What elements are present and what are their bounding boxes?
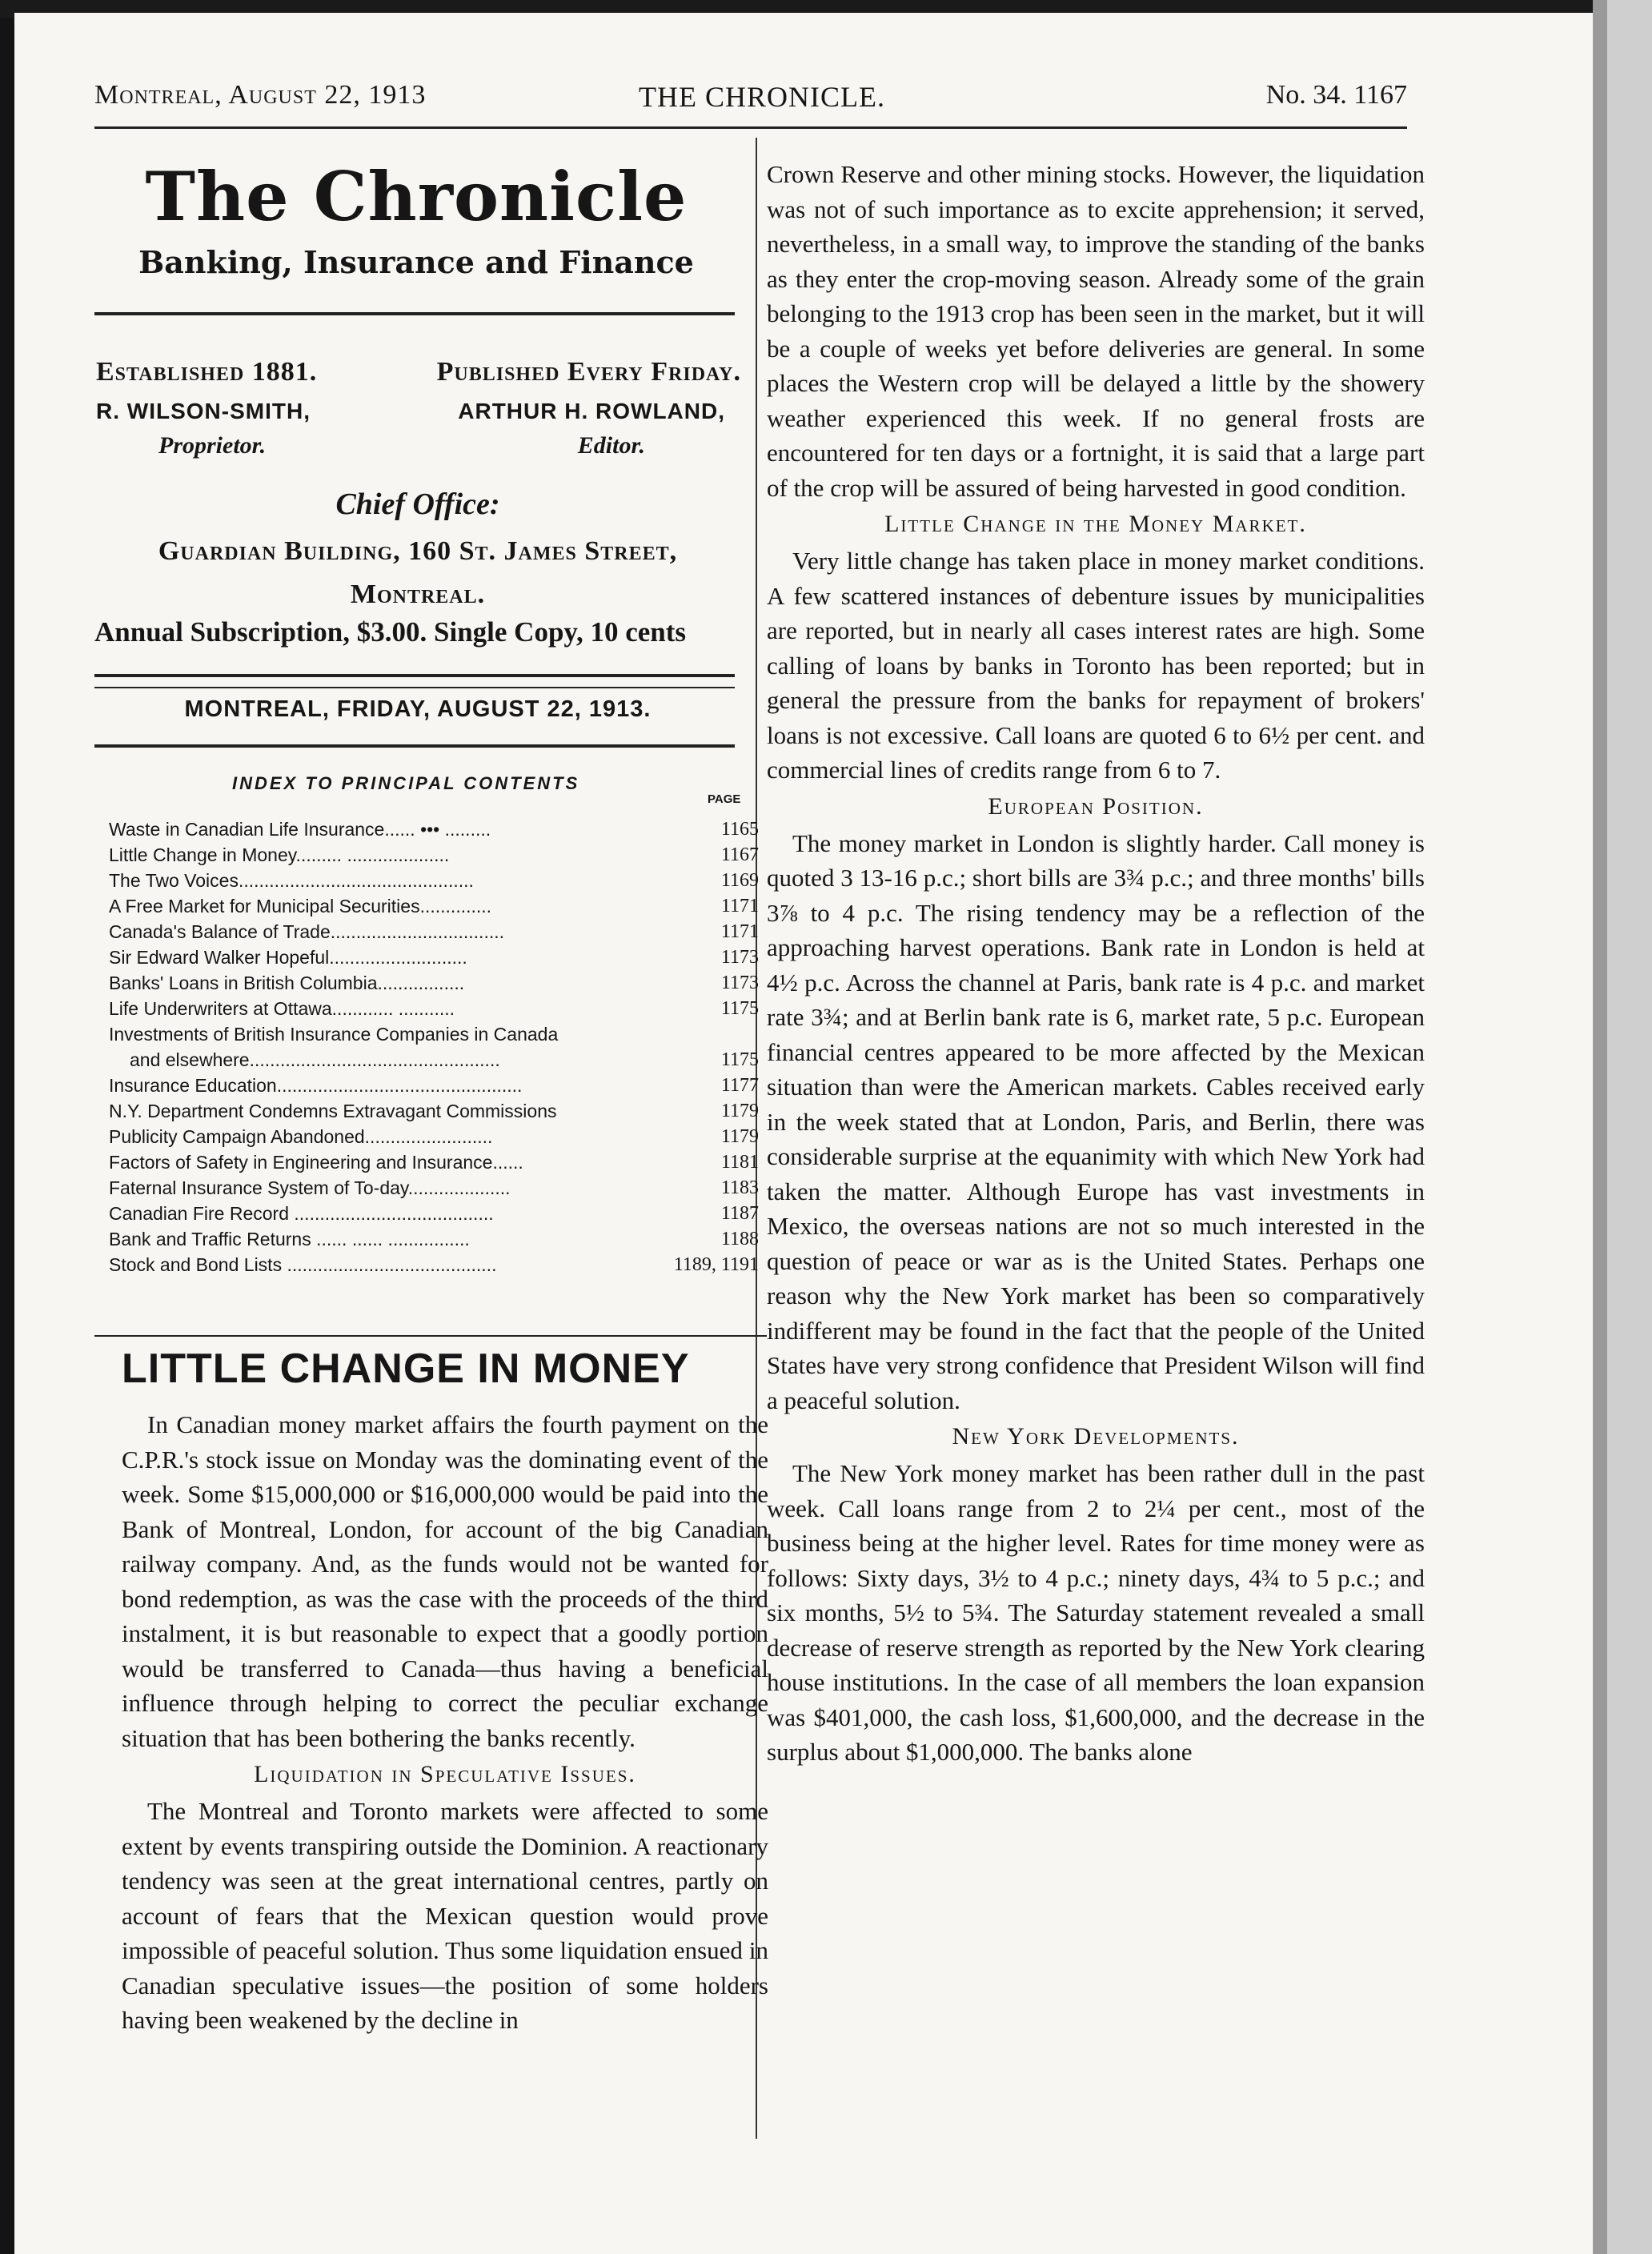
index-entry-title: Waste in Canadian Life Insurance...... ••• .........	[109, 819, 491, 840]
index-entry-title: Bank and Traffic Returns ...... ...... ................	[109, 1229, 470, 1249]
index-entry-page: 1167	[720, 844, 759, 865]
editor-name: ARTHUR H. ROWLAND,	[458, 399, 725, 423]
index-entry-title: Stock and Bond Lists .........................................	[109, 1254, 497, 1275]
dateline-rule	[94, 744, 735, 748]
index-entry-title: Sir Edward Walker Hopeful...........................	[109, 947, 467, 968]
subhead-new-york: New York Developments.	[952, 1423, 1240, 1450]
index-entry-page: 1179	[720, 1101, 759, 1121]
index-entry-page: 1173	[720, 973, 759, 993]
index-row	[109, 816, 759, 842]
liquidation-paragraph: The Montreal and Toronto markets were affected to some extent by events transpiring outside the Dominion. A reactionary tendency was seen at the great international centres, partly on account of fears that the Mexican question would prove impossible of peaceful solution. Thus some liquidation ensued in Canadian speculative issues—the position of some holders having been weakened by the decline in	[122, 1797, 768, 2034]
page-edge-shadow	[1593, 0, 1607, 2254]
index-entry-title: Investments of British Insurance Companies in Canada	[109, 1024, 559, 1045]
index-entry-title: Insurance Education................................................	[109, 1075, 523, 1096]
index-entry-title: N.Y. Department Condemns Extravagant Commissions	[109, 1101, 557, 1121]
editor-role: Editor.	[577, 432, 645, 459]
index-entry-title: Publicity Campaign Abandoned.........................	[109, 1126, 493, 1147]
masthead-rule	[94, 312, 735, 315]
index-entry-page: 1187	[720, 1203, 759, 1224]
running-head-page-number: No. 34. 1167	[1265, 80, 1407, 110]
subhead-little-change: Little Change in the Money Market.	[884, 511, 1307, 537]
index-entry-page: 1183	[720, 1177, 759, 1198]
index-row	[109, 1201, 759, 1226]
index-entry-title: Faternal Insurance System of To-day....................	[109, 1177, 511, 1198]
index-row	[109, 842, 759, 868]
masthead-subtitle: Banking, Insurance and Finance	[138, 244, 694, 280]
little-change-paragraph: Very little change has taken place in money market conditions. A few scattered instances of debenture issues by municipalities are reported, but in nearly all cases interest rates are high. Some calling of loans by banks in Toronto has been reported; but in general the pressure from the banks for repayment of brokers' loans is not excessive. Call loans are quoted 6 to 6½ per cent. and commercial lines of credits range from 6 to 7.	[767, 547, 1425, 784]
running-head-title: THE CHRONICLE.	[639, 81, 885, 113]
index-row	[109, 868, 759, 893]
index-row	[109, 1124, 759, 1149]
index-row	[109, 893, 759, 919]
index-page-header: PAGE	[708, 792, 741, 806]
index-row	[109, 1149, 759, 1175]
running-head-date: Montreal, August 22, 1913	[94, 80, 427, 110]
index-entry-page: 1171	[720, 921, 759, 942]
chief-office-label: Chief Office:	[335, 487, 500, 521]
masthead	[96, 157, 736, 285]
index-entry-title: Little Change in Money......... ....................	[109, 844, 450, 865]
index-list	[109, 816, 759, 1277]
address-line-2: Montreal.	[350, 580, 486, 609]
issue-dateline: MONTREAL, FRIDAY, AUGUST 22, 1913.	[184, 696, 652, 722]
index-row	[109, 1252, 759, 1277]
published-line: Published Every Friday.	[436, 357, 741, 387]
index-entry-title: Factors of Safety in Engineering and Insurance......	[109, 1152, 523, 1173]
established-line: Established 1881.	[96, 357, 318, 387]
index-entry-page: 1177	[720, 1075, 759, 1096]
index-entry-title: Canadian Fire Record .......................................	[109, 1203, 494, 1224]
subscription-rule-thin	[94, 687, 735, 688]
european-paragraph: The money market in London is slightly harder. Call money is quoted 3 13-16 p.c.; short bills are 3¾ p.c.; and three months' bills 3⅞ to 4 p.c. The rising tendency may be a reflection of the approaching harvest operations. Bank rate in London is held at 4½ p.c. Across the channel at Paris, bank rate is 4 p.c. and market rate 3¾; and at Berlin bank rate is 6, market rate, 5 p.c. European financial centres appeared to be more affected by the Mexican situation than were the American markets. Cables received early in the week stated that at London, Paris, and Berlin, there was considerable surprise at the equanimity with which New York had taken the matter. Although Europe has vast investments in Mexico, the overseas nations are not so much interested in the question of peace or war as is the United States. Perhaps one reason why the New York market has been so comparatively indifferent may be found in the fact that the people of the United States have very strong confidence that President Wilson will find a peaceful solution.	[767, 828, 1425, 1414]
index-entry-title: Banks' Loans in British Columbia.................	[109, 973, 465, 993]
proprietor-role: Proprietor.	[158, 432, 267, 459]
publication-info	[94, 357, 741, 464]
subhead-european: European Position.	[988, 792, 1204, 820]
scan-right-edge	[1593, 0, 1652, 2254]
index-row	[109, 1226, 759, 1252]
subhead-liquidation: Liquidation in Speculative Issues.	[254, 1761, 636, 1787]
index-title: INDEX TO PRINCIPAL CONTENTS	[232, 773, 580, 793]
index-row	[109, 1098, 759, 1124]
index-row	[109, 1175, 759, 1201]
index-entry-page: 1173	[720, 947, 759, 968]
index-row	[109, 996, 759, 1021]
article-headline: LITTLE CHANGE IN MONEY	[122, 1346, 690, 1392]
index-entry-page: 1175	[720, 998, 759, 1019]
index-entry-title: A Free Market for Municipal Securities..............	[109, 896, 492, 916]
left-column-text	[122, 1407, 768, 2038]
index-entry-page: 1171	[720, 896, 759, 916]
index-entry-title: and elsewhere.................................................	[130, 1049, 500, 1070]
proprietor-name: R. WILSON-SMITH,	[96, 399, 311, 423]
index-entry-page: 1179	[720, 1126, 759, 1147]
masthead-title: The Chronicle	[145, 157, 688, 236]
office-address	[94, 530, 741, 616]
index-entry-title: Life Underwriters at Ottawa............ ...........	[109, 998, 455, 1019]
address-line-1: Guardian Building, 160 St. James Street,	[158, 536, 678, 566]
running-head-rule	[94, 126, 1407, 129]
index-row	[109, 970, 759, 996]
index-entry-title: Canada's Balance of Trade..................................	[109, 921, 505, 942]
index-entry-title: The Two Voices..............................................	[109, 870, 474, 891]
index-row	[109, 1047, 759, 1073]
headline-rule	[94, 1335, 767, 1337]
index-entry-page: 1189, 1191	[673, 1254, 759, 1275]
index-entry-page: 1175	[720, 1049, 759, 1070]
index-entry-page: 1188	[720, 1229, 759, 1249]
subscription-rule	[94, 674, 735, 677]
index-entry-page: 1165	[720, 819, 759, 840]
index-row	[109, 1073, 759, 1098]
right-column-text	[767, 157, 1425, 1770]
continuation-paragraph: Crown Reserve and other mining stocks. However, the liquidation was not of such importance as to excite apprehension; it served, nevertheless, in a small way, to improve the standing of the banks as they enter the crop-moving season. Already some of the grain belonging to the 1913 crop has been seen in the market, but it will be a couple of weeks yet before deliveries are general. In some places the Western crop will be delayed a little by the showery weather experienced this week. If no general frosts are encountered for ten days or a fortnight, it is said that a large part of the crop will be assured of being harvested in good condition.	[767, 160, 1425, 502]
index-row	[109, 1021, 759, 1047]
subscription-line: Annual Subscription, $3.00. Single Copy, 10 cents	[94, 616, 687, 648]
running-head	[94, 80, 1407, 128]
index-entry-page: 1181	[720, 1152, 759, 1173]
article-paragraph: In Canadian money market affairs the fourth payment on the C.P.R.'s stock issue on Monday was the dominating event of the week. Some $15,000,000 or $16,000,000 would be paid into the Bank of Montreal, London, for account of the big Canadian railway company. And, as the funds would not be wanted for bond redemption, as was the case with the proceeds of the third instalment, it is but reasonable to expect that a goodly portion would be transferred to Canada—thus having a beneficial influence through helping to correct the peculiar exchange situation that has been bothering the banks recently.	[122, 1410, 768, 1752]
index-row	[109, 919, 759, 945]
index-entry-page: 1169	[720, 870, 759, 891]
index-row	[109, 945, 759, 970]
new-york-paragraph: The New York money market has been rather dull in the past week. Call loans range from 2 to 2¼ per cent., most of the business being at the higher level. Rates for time money were as follows: Sixty days, 3½ to 4 p.c.; ninety days, 4¾ to 5 p.c.; and six months, 5½ to 5¾. The Saturday statement revealed a small decrease of reserve strength as reported by the New York clearing house institutions. In the case of all members the loan expansion was $401,000, the cash loss, $1,600,000, and the decrease in the surplus about $1,000,000. The banks alone	[767, 1459, 1425, 1766]
